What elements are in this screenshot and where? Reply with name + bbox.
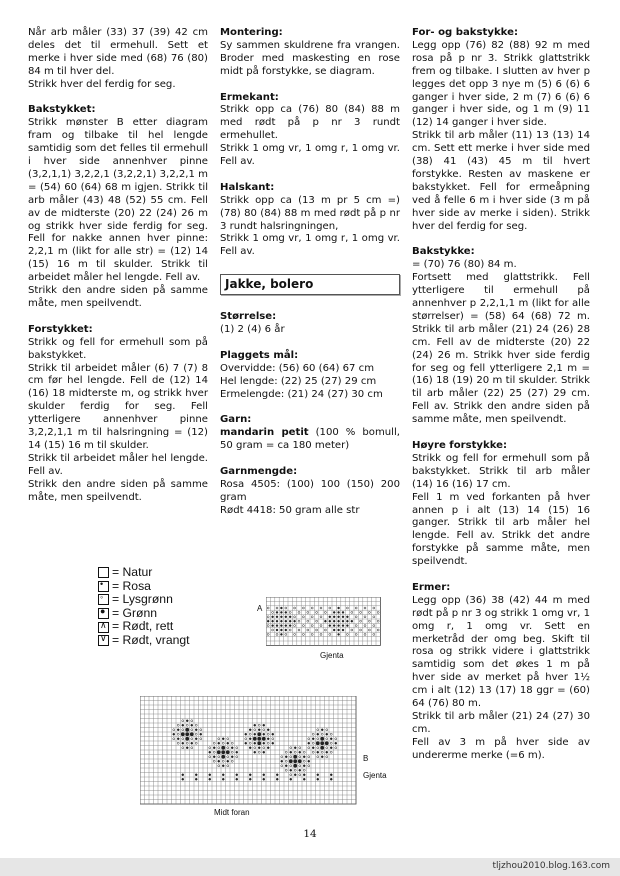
garn-name: mandarin petit [220,427,309,439]
legend-swatch-icon: ● [98,608,109,619]
legend-swatch-icon: • [98,581,109,592]
footer-url: tljzhou2010.blog.163.com [492,861,610,871]
ermekant-text: Strikk opp ca (76) 80 (84) 88 m med rødt på p nr 3 rundt ermehullet. Strikk 1 omg vr, 1 omg r, 1 omg vr. Fell av. [220,104,400,168]
legend-item: ● = Grønn [100,605,158,620]
legend-item: ∨ = Rødt, vrangt [100,632,190,647]
knitting-chart-b [140,696,360,807]
bakstykke-text: = (70) 76 (80) 84 m. Fortsett med glattstrikk. Fell ytterligere til ermehull på annenhver p 2,2,1,1 m (likt for alle størrelser) = (58) 64 (68) 72 m. Strikk til arb måler (21) 24 (26) 28 cm. Fell av de midterste (20) 22 (24) 26 m. Strikk hver side ferdig for seg og fell ytterligere 2,1 m = (16) 18 (19) 20 m til skulder. Strikk til arb måler (22) 25 (27) 29 cm. Fell av. Strikk den andre siden på samme måte, men speilvendt. [412,259,590,426]
for-og-bakstykke-heading: For- og bakstykke: [412,27,518,38]
garn-text: (100 % bomull, 50 gram = ca 180 meter) [220,427,400,452]
halskant-heading: Halskant: [220,181,275,193]
column-right [412,27,590,776]
mal-text: Overvidde: (56) 60 (64) 67 cm Hel lengde: (22) 25 (27) 29 cm Ermelengde: (21) 24 (27) 30 cm [220,362,383,400]
chart-a-label: A [257,604,263,613]
legend-item: ◦ = Lysgrønn [100,592,173,607]
bakstykket-text-2: Strikk den andre siden på samme måte, men speilvendt. [28,285,208,310]
montering-heading: Montering: [220,27,283,38]
legend-item: ∧ = Rødt, rett [100,619,174,634]
column-left [28,27,208,517]
hoyre-forstykke-text: Strikk og fell for ermehull som på bakstykket. Strikk til arb måler (14) 16 (16) 17 cm. Fell 1 m ved forkanten på hver annen p i alt (13) 14 (15) 16 ganger. Strikk til arb måler hel lengde. Fell av. Strikk det andre forstykke på samme måte, men speilvendt. [412,452,590,568]
halskant-text: Strikk opp ca (13 m pr 5 cm =) (78) 80 (84) 88 m med rødt på p nr 3 rundt halsringningen, Strikk 1 omg vr, 1 omg r, 1 omg vr. Fell av. [220,194,400,258]
hoyre-forstykke-heading: Høyre forstykke: [412,439,508,451]
ermekant-heading: Ermekant: [220,91,279,103]
forstykket-text-2: Strikk den andre siden på samme måte, men speilvendt. [28,478,208,503]
bakstykket-heading: Bakstykket: [28,104,96,116]
chart-b-label: B [363,754,369,763]
storrelse-text: (1) 2 (4) 6 år [220,324,285,336]
legend-swatch-icon: ◦ [98,594,109,605]
chart-legend [98,566,190,648]
ermer-text: Legg opp (36) 38 (42) 44 m med rødt på p nr 3 og strikk 1 omg vr, 1 omg r, 1 omg vr. Sett en merketråd der omg beg. Skift til rosa og strikk videre i glattstrikk samtidig som det økes 1 m på hver side av merket på hver 1½ cm i alt (12) 13 (17) 18 ggr = (60) 64 (76) 80 m. Strikk til arb måler (21) 24 (27) 30 cm. Fell av 3 m på hver side av undererme merke (=6 m). [412,594,590,761]
forstykket-text: Strikk og fell for ermehull som på bakstykket. Strikk til arbeidet måler (6) 7 (7) 8 cm før hel lengde. Fell de (12) 14 (16) 18 midterste m, og strikk hver skulder ferdig for seg. Fell ytterligere annenhver pinne 3,2,2,1,1 m til halsringning = (12) 14 (15) 16 m til skulder. Strikk til arbeidet måler hel lengde. Fell av. [28,336,208,477]
section-title-box: Jakke, bolero [220,274,400,295]
chart-b-repeat-label: Gjenta [363,771,387,780]
page-number: 14 [303,828,317,840]
column-middle [220,27,400,531]
legend-swatch-icon [98,567,109,578]
legend-swatch-icon: ∧ [98,622,109,633]
garnmengde-text: Rosa 4505: (100) 100 (150) 200 gram Rødt 4418: 50 gram alle str [220,478,400,516]
center-front-label: Midt foran [214,808,250,817]
montering-text: Sy sammen skuldrene fra vrangen. Broder med maskesting en rose midt på forstykke, se diagram. [220,39,400,77]
storrelse-heading: Størrelse: [220,311,277,323]
legend-swatch-icon: ∨ [98,635,109,646]
bakstykke-heading: Bakstykke: [412,246,475,258]
legend-item: = Natur [98,566,190,580]
intro-text: Når arb måler (33) 37 (39) 42 cm deles det til ermehull. Sett et merke i hver side med (68) 76 (80) 84 m til hver del. Strikk hver del ferdig for seg. [28,27,208,90]
garnmengde-heading: Garnmengde: [220,466,298,478]
bakstykket-text: Strikk mønster B etter diagram fram og tilbake til hel lengde samtidig som det felles til ermehull i hver side annenhver pinne (3,2,1,1) 3,2,2,1 (3,2,2,1) 3,2,2,1 m = (54) 60 (64) 68 m igjen. Strikk til arb måler (43) 48 (52) 55 cm. Fell av de midterste (20) 22 (24) 26 m og strikk hver side ferdig for seg. Fell for nakke annen hver pinne: 2,2,1 m (likt for alle str) = (12) 14 (15) 16 m til skulder. Strikk til arbeidet måler hel lengde. Fell av. [28,117,208,284]
forstykket-heading: Forstykket: [28,323,93,335]
mal-heading: Plaggets mål: [220,349,299,361]
knitting-chart-a [266,597,384,649]
legend-item: • = Rosa [100,578,151,593]
ermer-heading: Ermer: [412,581,451,593]
footer-bar [0,858,620,876]
for-og-bakstykke-text: Legg opp (76) 82 (88) 92 m med rosa på p nr 3. Strikk glattstrikk frem og tilbake. I slutten av hver p legges det opp 3 nye m (5) 6 (6) 6 ganger i hver side, 2 m (7) 6 (6) 6 ganger i hver side, og 1 m (9) 11 (12) 14 ganger i hver side. Strikk til arb måler (11) 13 (13) 14 cm. Sett ett merke i hver side med (38) 41 (43) 45 m til hvert forstykke. Resten av maskene er bakstykket. Fell for ermeåpning ved å felle 6 m i hver side (3 m på hver side av merke i siden). Strikk hver del ferdig for seg. [412,39,590,232]
chart-a-repeat-label: Gjenta [320,651,344,660]
garn-heading: Garn: [220,414,252,426]
